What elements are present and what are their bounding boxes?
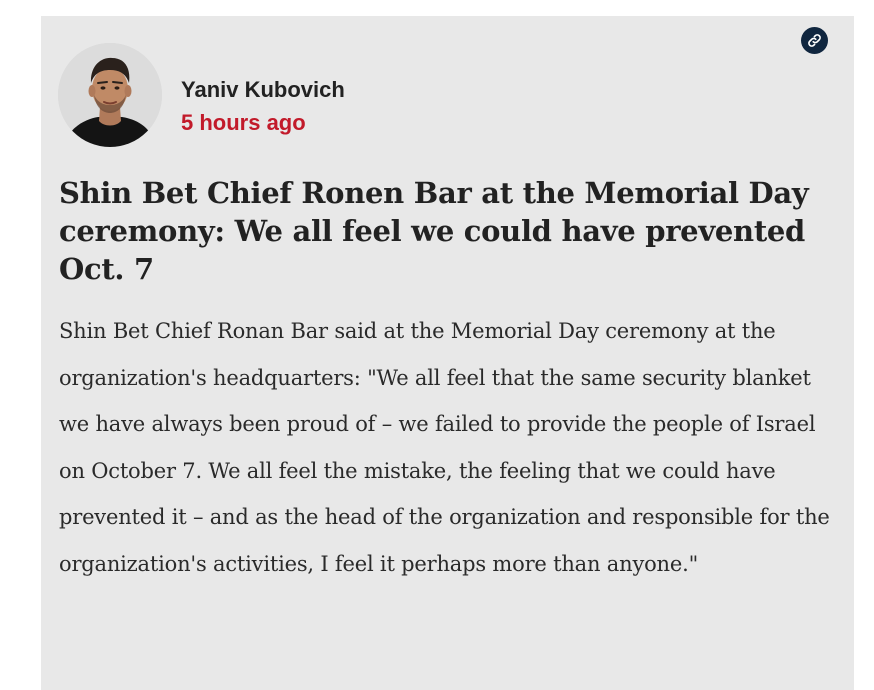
copy-link-button[interactable] (801, 27, 828, 54)
live-update-card (41, 16, 854, 690)
author-name[interactable]: Yaniv Kubovich (181, 77, 345, 102)
author-avatar-photo (58, 43, 162, 147)
author-avatar[interactable] (58, 43, 162, 147)
link-icon (807, 33, 822, 48)
post-headline: Shin Bet Chief Ronen Bar at the Memorial Day ceremony: We all feel we could have prevented Oct. 7 (59, 176, 809, 286)
post-body: Shin Bet Chief Ronan Bar said at the Memorial Day ceremony at the organization's headquarters: "We all feel that the same security blanket we have always been proud of – we failed to provide the people of Israel on October 7. We all feel the mistake, the feeling that we could have prevented it – and as the head of the organization and responsible for the organization's activities, I feel it perhaps more than anyone." (59, 319, 830, 576)
post-timestamp: 5 hours ago (181, 110, 306, 135)
